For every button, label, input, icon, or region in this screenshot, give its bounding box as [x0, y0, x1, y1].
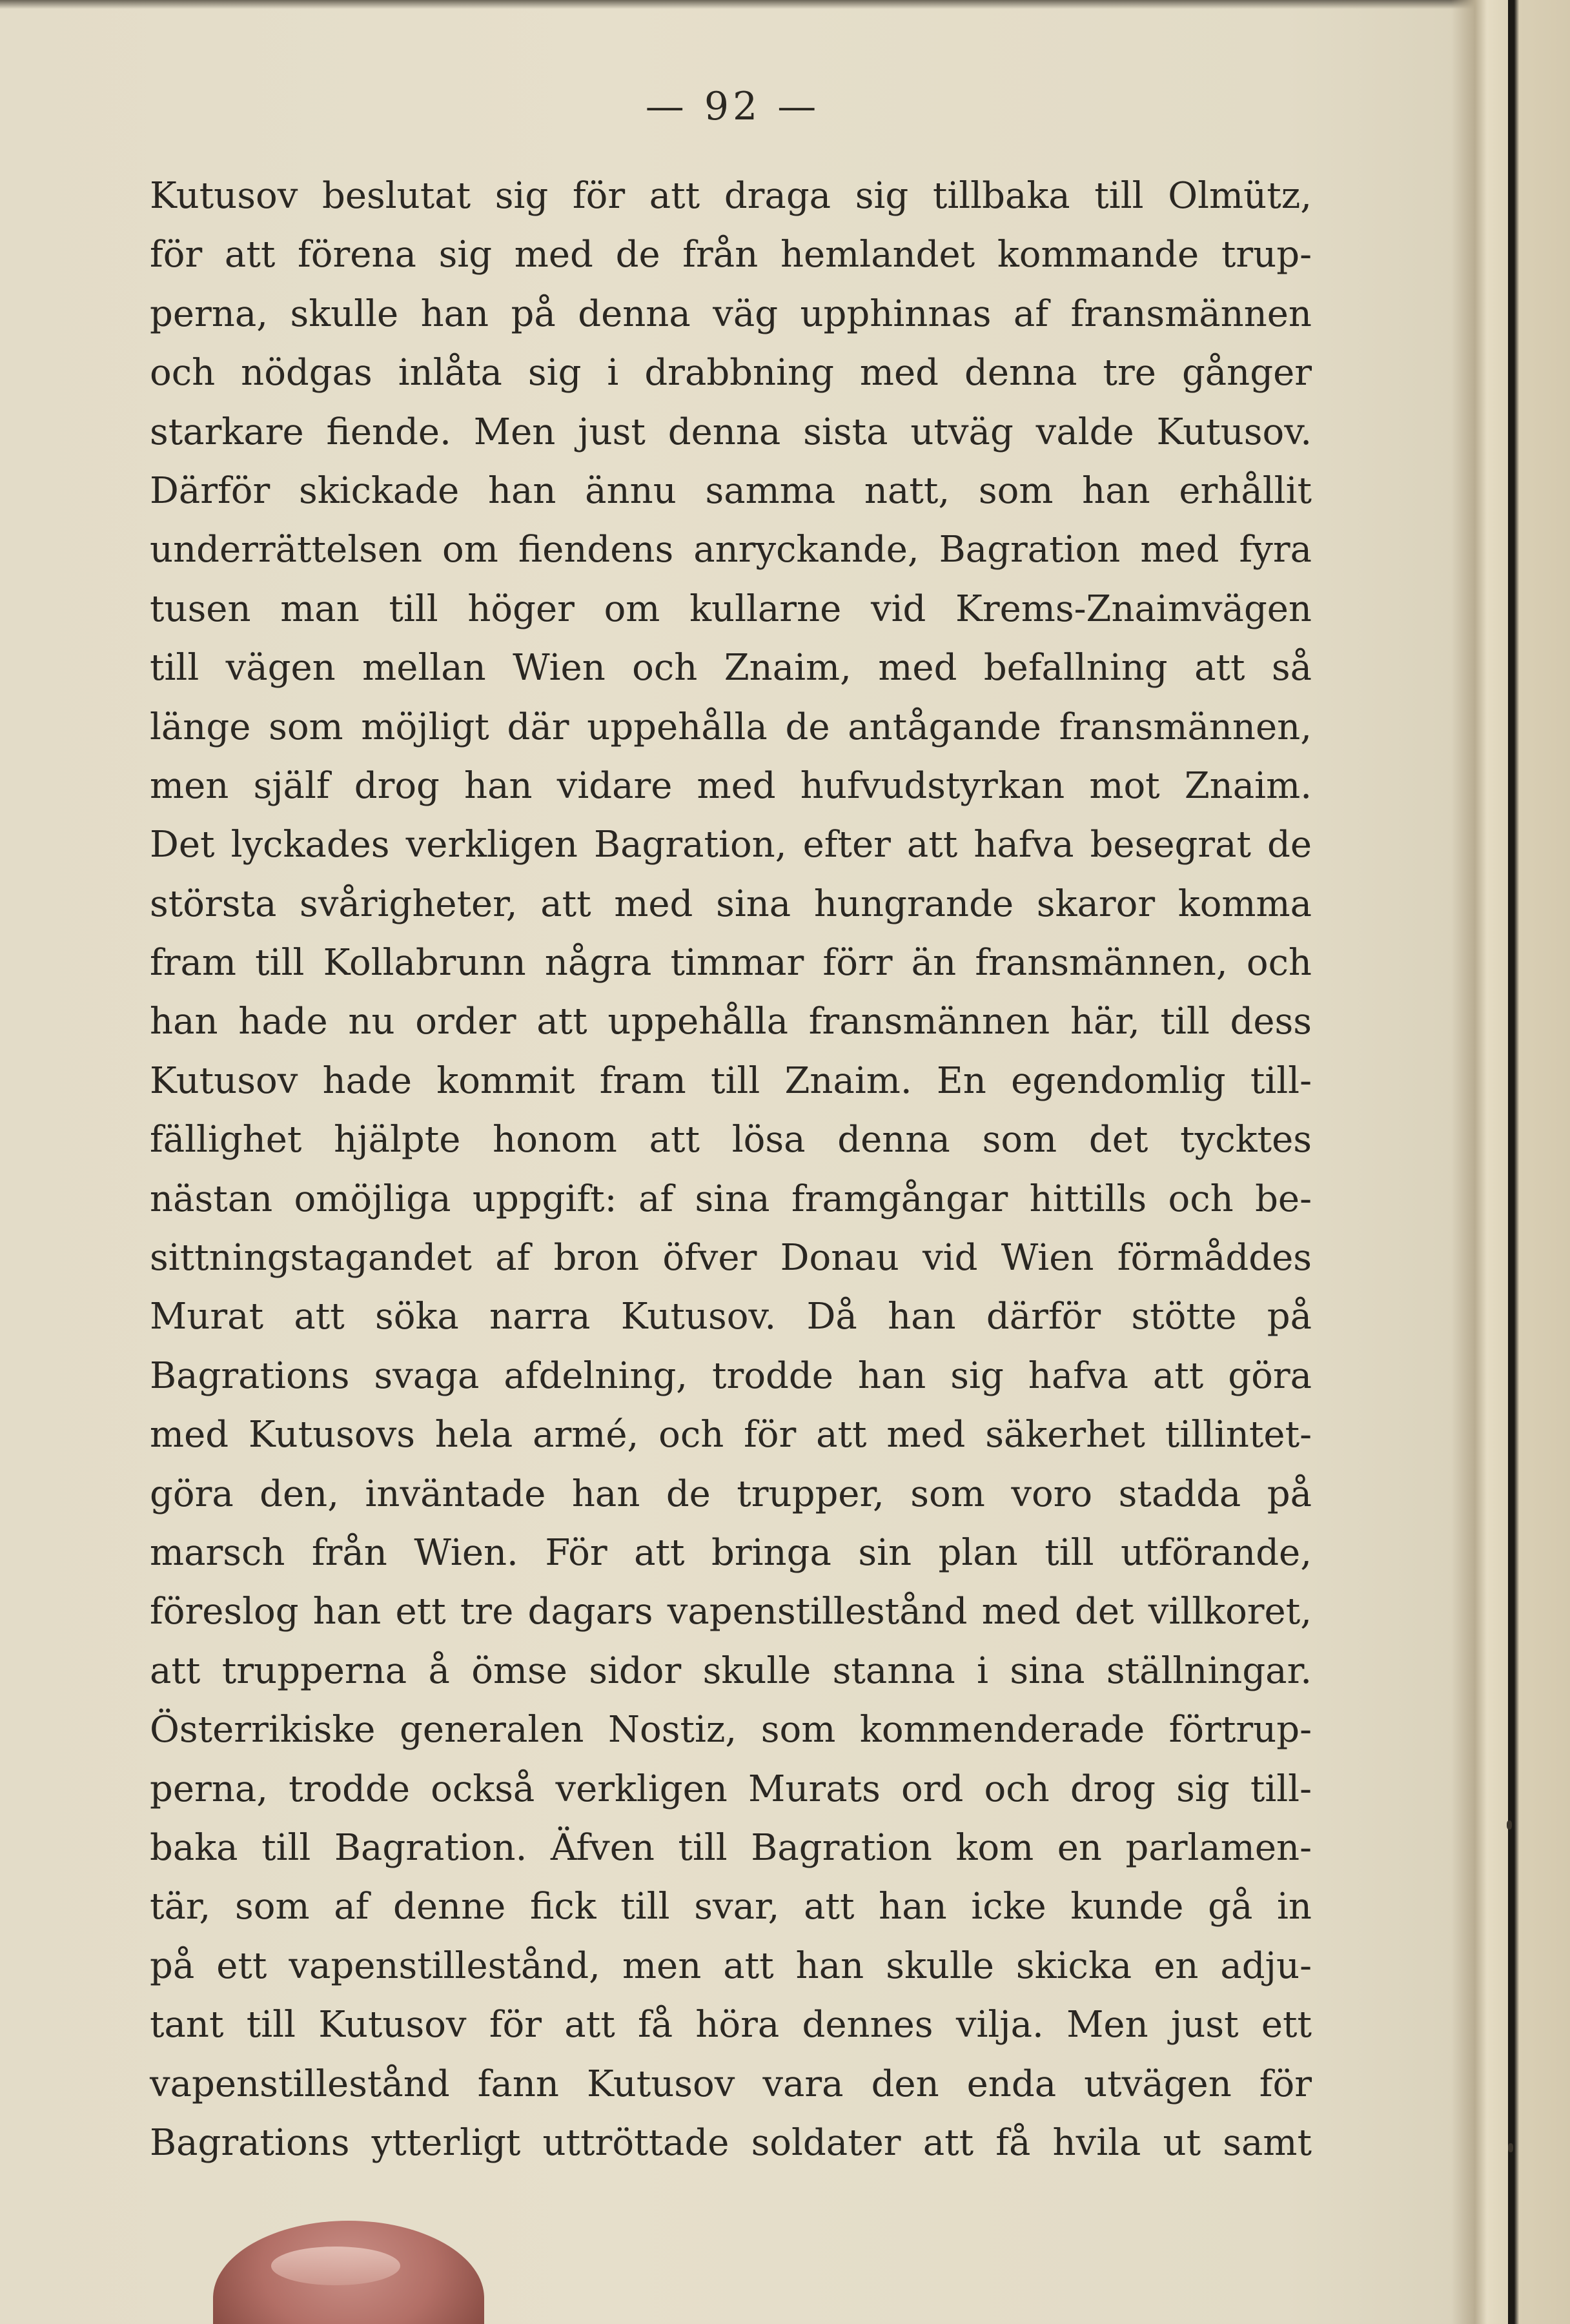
text-line: nästan omöjliga uppgift: af sina framgångar hittills och be-	[150, 1177, 1312, 1220]
text-line: perna, skulle han på denna väg upphinnas af fransmännen	[150, 292, 1312, 335]
paper-speck	[1507, 1820, 1512, 1830]
text-line: Murat att söka narra Kutusov. Då han därför stötte på	[150, 1296, 1312, 1338]
text-line: till vägen mellan Wien och Znaim, med befallning att så	[150, 647, 1312, 689]
text-line: länge som möjligt där uppehålla de antågande fransmännen,	[150, 706, 1312, 748]
text-line: starkare fiende. Men just denna sista utväg valde Kutusov.	[150, 411, 1312, 453]
text-line: Därför skickade han ännu samma natt, som han erhållit	[150, 469, 1312, 512]
text-line: föreslog han ett tre dagars vapenstillestånd med det villkoret,	[150, 1591, 1312, 1633]
text-line: perna, trodde också verkligen Murats ord och drog sig till-	[150, 1768, 1312, 1810]
text-line: han hade nu order att uppehålla fransmännen här, till dess	[150, 1001, 1312, 1043]
text-line: underrättelsen om fiendens anryckande, Bagration med fyra	[150, 529, 1312, 571]
text-line: på ett vapenstillestånd, men att han skulle skicka en adju-	[150, 1944, 1312, 1987]
text-line: tant till Kutusov för att få höra dennes vilja. Men just ett	[150, 2004, 1312, 2046]
body-text	[150, 167, 1312, 2172]
text-line: tär, som af denne fick till svar, att han icke kunde gå in	[150, 1886, 1312, 1928]
text-line: tusen man till höger om kullarne vid Krems-Znaimvägen	[150, 587, 1312, 630]
text-line: baka till Bagration. Äfven till Bagration kom en parlamen-	[150, 1826, 1312, 1869]
thumbnail-highlight	[271, 2247, 400, 2285]
text-line: Kutusov hade kommit fram till Znaim. En egendomlig till-	[150, 1059, 1312, 1102]
text-line: Kutusov beslutat sig för att draga sig tillbaka till Olmütz,	[150, 175, 1312, 217]
text-line: fram till Kollabrunn några timmar förr än fransmännen, och	[150, 942, 1312, 984]
page-gutter	[1451, 0, 1511, 2324]
text-line: och nödgas inlåta sig i drabbning med denna tre gånger	[150, 352, 1312, 394]
text-line: marsch från Wien. För att bringa sin plan till utförande,	[150, 1531, 1312, 1574]
text-line: göra den, inväntade han de trupper, som voro stadda på	[150, 1473, 1312, 1515]
paper-speck	[1508, 2143, 1513, 2152]
text-line: Det lyckades verkligen Bagration, efter att hafva besegrat de	[150, 824, 1312, 866]
top-edge-shadow	[0, 0, 1511, 9]
text-line: vapenstillestånd fann Kutusov vara den enda utvägen för	[150, 2063, 1312, 2105]
text-line: för att förena sig med de från hemlandet kommande trup-	[150, 234, 1312, 276]
text-line: sittningstagandet af bron öfver Donau vid Wien förmåddes	[150, 1237, 1312, 1279]
text-line: med Kutusovs hela armé, och för att med säkerhet tillintet-	[150, 1414, 1312, 1456]
page-number: — 92 —	[645, 84, 821, 129]
text-line: största svårigheter, att med sina hungrande skaror komma	[150, 882, 1312, 925]
text-line: fällighet hjälpte honom att lösa denna som det tycktes	[150, 1119, 1312, 1161]
text-line: att trupperna å ömse sidor skulle stanna i sina ställningar.	[150, 1649, 1312, 1692]
text-line: Österrikiske generalen Nostiz, som kommenderade förtrup-	[150, 1709, 1312, 1751]
next-page-edge	[1508, 0, 1570, 2324]
text-line: Bagrations ytterligt uttröttade soldater att få hvila ut samt	[150, 2121, 1312, 2164]
text-line: Bagrations svaga afdelning, trodde han sig hafva att göra	[150, 1354, 1312, 1397]
text-line: men själf drog han vidare med hufvudstyrkan mot Znaim.	[150, 764, 1312, 807]
